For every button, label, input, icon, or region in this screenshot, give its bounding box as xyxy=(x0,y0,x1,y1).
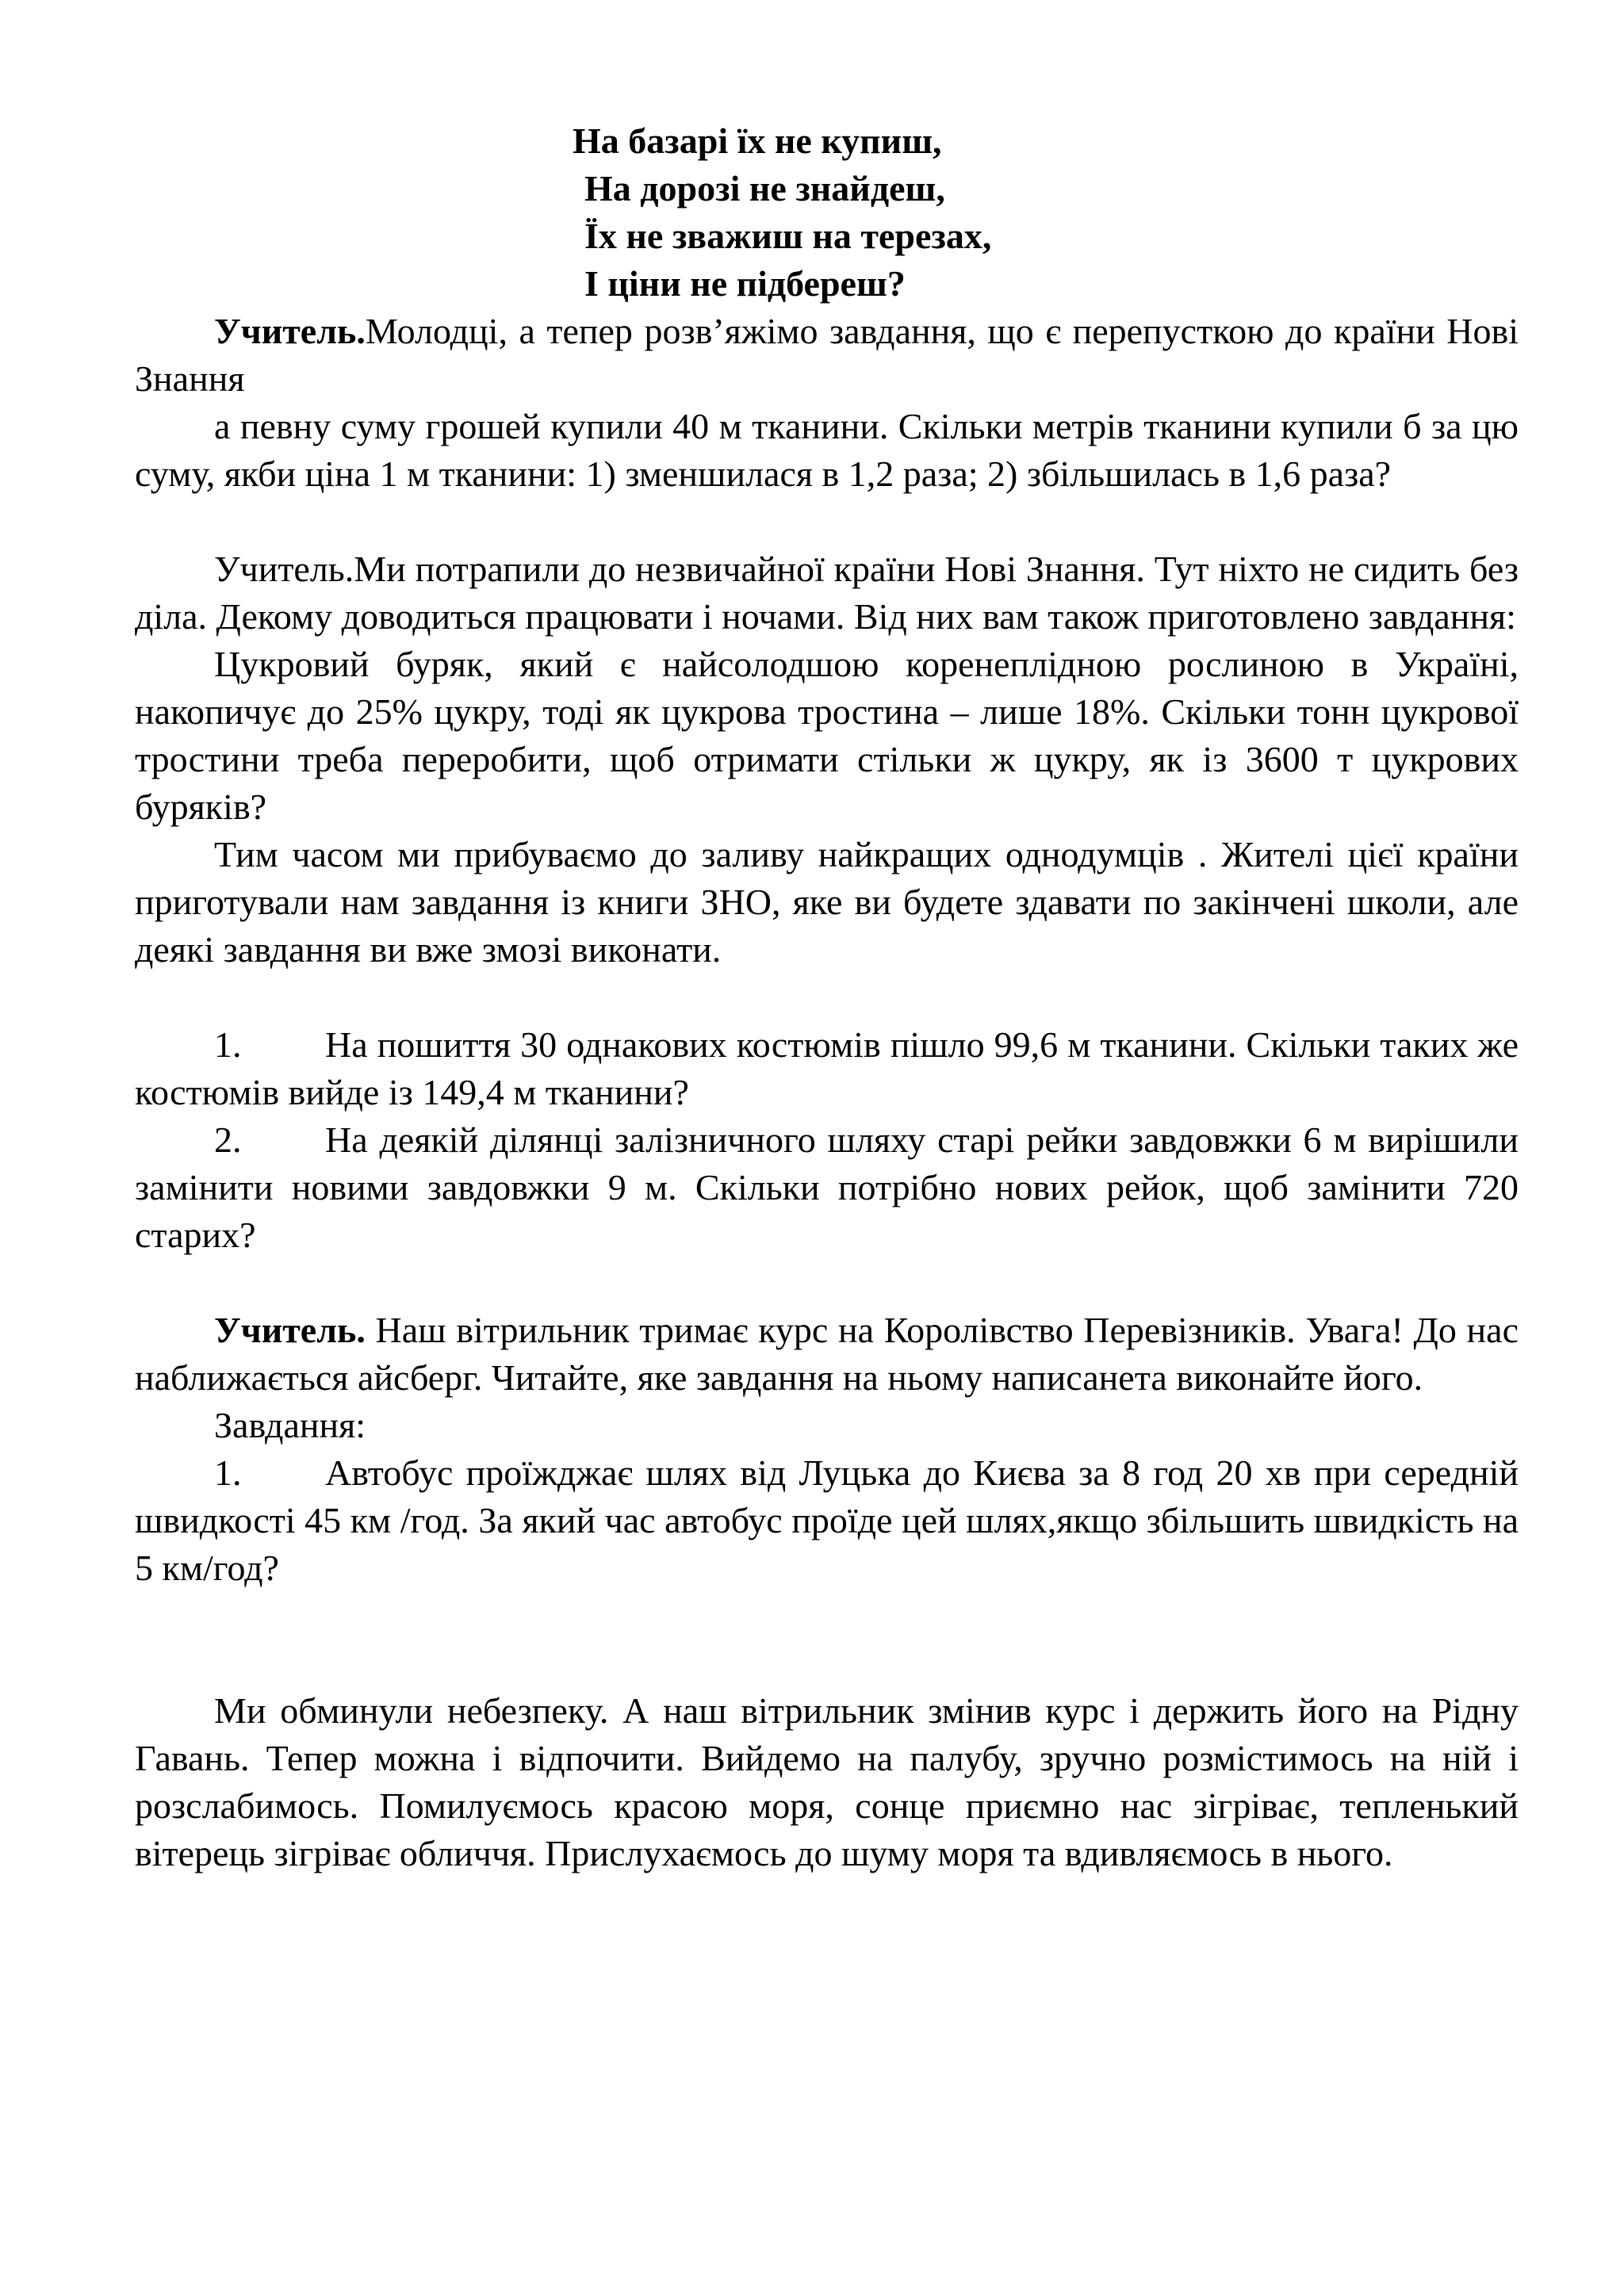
poem-line: Їх не зважиш на терезах, xyxy=(584,216,992,256)
spacer xyxy=(135,1259,1519,1307)
list-number: 1. xyxy=(214,1024,242,1065)
list-item xyxy=(135,1116,1519,1259)
poem-line: На базарі їх не купиш, xyxy=(573,121,942,161)
paragraph-text: Молодці, а тепер розв’яжімо завдання, що є перепусткою до країни Нові Знання xyxy=(135,311,1519,399)
speaker-label: Учитель. xyxy=(214,1310,366,1350)
spacer xyxy=(135,974,1519,1021)
speaker-label: Учитель. xyxy=(214,311,366,351)
list-number: 1. xyxy=(214,1452,242,1493)
bay-paragraph: Тим часом ми прибуваємо до заливу найкращих однодумців . Жителі цієї країни приготували нам завдання із книги ЗНО, яке ви будете здавати по закінчені школи, але деякі завдання ви вже змозі виконати. xyxy=(135,834,1519,970)
teacher-paragraph-2: Учитель.Ми потрапили до незвичайної країни Нові Знання. Тут ніхто не сидить без діла. Декому доводиться працювати і ночами. Від них вам також приготовлено завдання: xyxy=(135,549,1519,637)
poem xyxy=(135,117,1519,308)
list-text: На пошиття 30 однакових костюмів пішло 99,6 м тканини. Скільки таких же костюмів вийде із 149,4 м тканини? xyxy=(135,1024,1519,1112)
paragraph-text: Наш вітрильник тримає курс на Королівство Перевізників. Увага! До нас наближається айсберг. Читайте, яке завдання на ньому написанета виконайте його. xyxy=(135,1310,1519,1398)
task-paragraph-fabric: а певну суму грошей купили 40 м тканини. Скільки метрів тканини купили б за цю суму, якби ціна 1 м тканини: 1) зменшилася в 1,2 раза; 2) збільшилась в 1,6 раза? xyxy=(135,406,1519,494)
teacher-paragraph-1 xyxy=(135,308,1519,403)
list-number: 2. xyxy=(214,1119,242,1160)
poem-line: І ціни не підбереш? xyxy=(584,263,906,304)
list-item xyxy=(135,1449,1519,1592)
list-text: Автобус проїжджає шлях від Луцька до Києва за 8 год 20 хв при середній швидкості 45 км /год. За який час автобус проїде цей шлях,якщо збільшить швидкість на 5 км/год? xyxy=(135,1452,1519,1588)
closing-paragraph: Ми обминули небезпеку. А наш вітрильник змінив курс і держить його на Рідну Гавань. Тепер можна і відпочити. Вийдемо на палубу, зручно розмістимось на ній і розслабимось. Помилуємось красою моря, сонце приємно нас зігріває, тепленький вітерець зігріває обличчя. Прислухаємось до шуму моря та вдивляємось в нього. xyxy=(135,1690,1519,1873)
teacher-paragraph-3 xyxy=(135,1307,1519,1402)
spacer xyxy=(135,498,1519,545)
task-label: Завдання: xyxy=(214,1405,366,1445)
list-text: На деякій ділянці залізничного шляху старі рейки завдовжки 6 м вирішили замінити новими завдовжки 9 м. Скільки потрібно нових рейок, щоб замінити 720 старих? xyxy=(135,1119,1519,1255)
spacer xyxy=(135,1592,1519,1687)
poem-line: На дорозі не знайдеш, xyxy=(584,168,945,209)
task-paragraph-sugar: Цукровий буряк, який є найсолодшою коренеплідною рослиною в Україні, накопичує до 25% цукру, тоді як цукрова тростина – лише 18%. Скільки тонн цукрової тростини треба переробити, щоб отримати стільки ж цукру, як із 3600 т цукрових буряків? xyxy=(135,644,1519,827)
document-page xyxy=(135,117,1519,1877)
list-item xyxy=(135,1021,1519,1116)
